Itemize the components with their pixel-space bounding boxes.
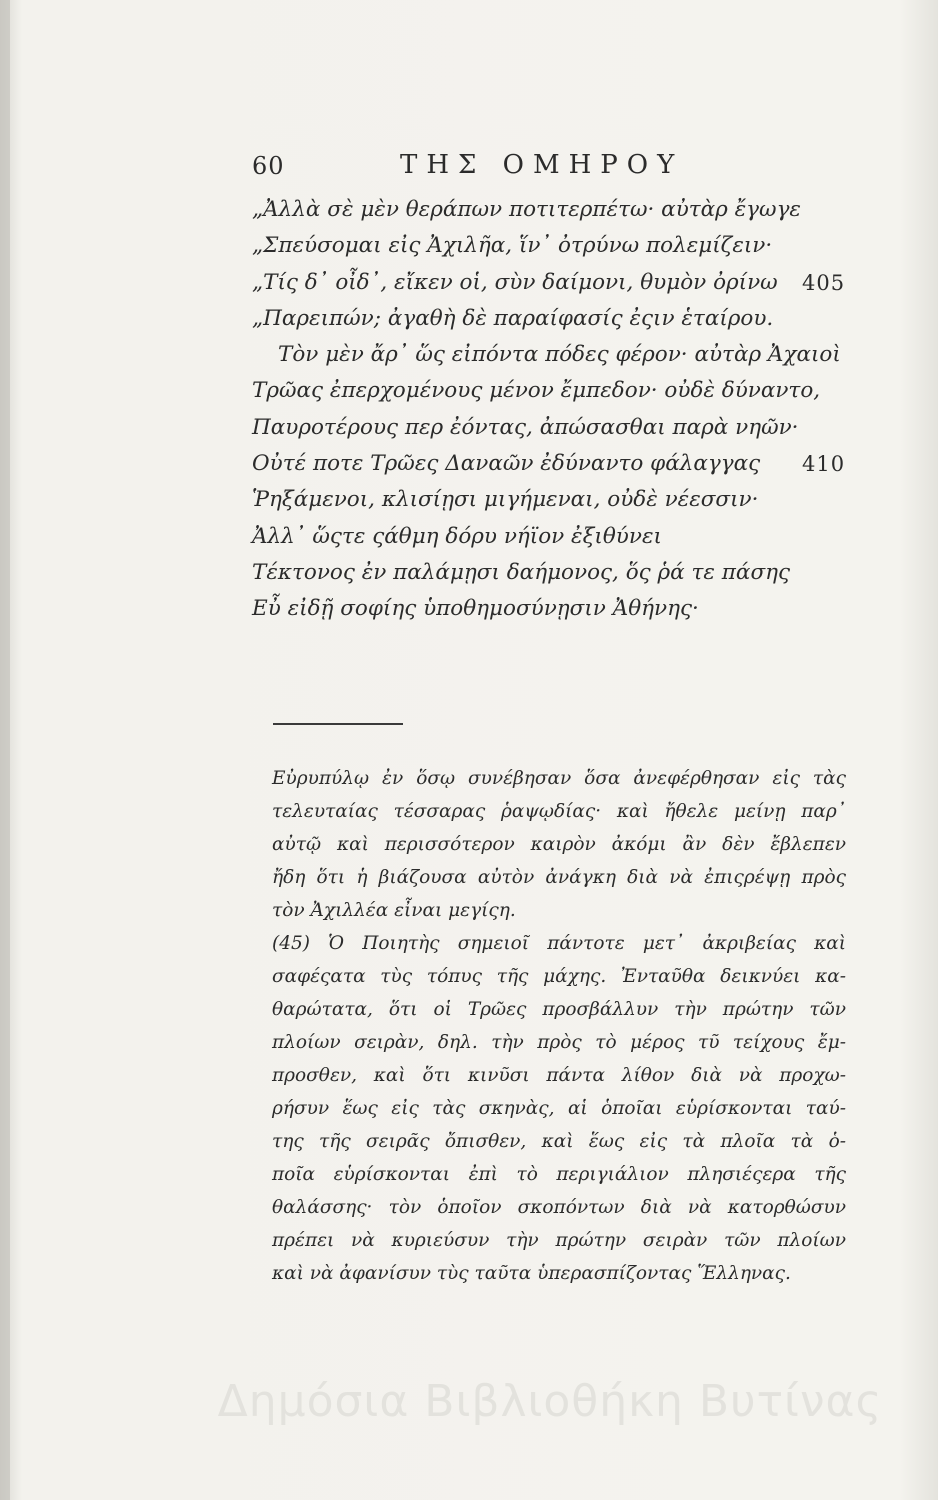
footnote-line: θαρώτατα, ὅτι οἱ Τρῶες προσβάλλυν τὴν πρώτην τῶν xyxy=(272,999,846,1020)
footnote-line: ἤδη ὅτι ἡ βιάζουσα αὐτὸν ἀνάγκη διὰ νὰ ἐπιςρέψῃ πρὸς xyxy=(272,867,846,888)
footnote-line: πλοίων σειρὰν, δηλ. τὴν πρὸς τὸ μέρος τῦ τείχους ἔμ- xyxy=(272,1032,846,1053)
footnote-line: της τῆς σειρᾶς ὄπισθεν, καὶ ἕως εἰς τὰ πλοῖα τὰ ὁ- xyxy=(272,1131,846,1152)
footnotes-block xyxy=(272,762,846,1290)
footnote-rule xyxy=(273,723,403,725)
footnote-line: προσθεν, καὶ ὅτι κινῦσι πάντα λίθον διὰ νὰ προχω- xyxy=(272,1065,846,1086)
verse-line: „Σπεύσομαι εἰς Ἀχιλῆα, ἵν᾽ ὀτρύνω πολεμίζειν· xyxy=(252,233,773,259)
verse-line: Τρῶας ἐπερχομένους μένον ἔμπεδον· οὐδὲ δύναντο, xyxy=(252,378,821,404)
verse-line: „Ἀλλὰ σὲ μὲν θεράπων ποτιτερπέτω· αὐτὰρ ἔγωγε xyxy=(252,197,801,222)
line-number: 405 xyxy=(802,270,846,295)
page-edge-shadow xyxy=(0,0,10,1500)
footnote-line: ποῖα εὑρίσκονται ἐπὶ τὸ περιγιάλιον πλησιέςερα τῆς xyxy=(272,1164,846,1185)
verse-line: Εὖ εἰδῇ σοφίης ὑποθημοσύνῃσιν Ἀθήνης· xyxy=(252,596,699,622)
footnote-line: σαφέςατα τὺς τόπυς τῆς μάχης. Ἐνταῦθα δεικνύει κα- xyxy=(272,966,846,987)
verse-line: Παυροτέρους περ ἐόντας, ἀπώσασθαι παρὰ νηῶν· xyxy=(252,414,799,440)
footnote-line: καὶ νὰ ἀφανίσυν τὺς ταῦτα ὑπερασπίζοντας Ἕλληνας. xyxy=(272,1263,791,1284)
verse-line: Τέκτονος ἐν παλάμῃσι δαήμονος, ὅς ῥά τε πάσης xyxy=(252,559,791,585)
library-watermark: Δημόσια Βιβλιοθήκη Βυτίνας xyxy=(217,1376,883,1427)
running-head: ΤΗΣ ΟΜΗΡΟΥ xyxy=(400,150,684,180)
page-number: 60 xyxy=(252,152,285,180)
line-number: 410 xyxy=(802,452,846,477)
page-header xyxy=(252,146,812,186)
footnote-line: ρήσυν ἕως εἰς τὰς σκηνὰς, αἱ ὁποῖαι εὑρίσκονται ταύ- xyxy=(272,1098,846,1119)
verse-line: „Τίς δ᾽ οἶδ᾽, εἴκεν οἱ, σὺν δαίμονι, θυμὸν ὀρίνω 405 xyxy=(252,265,872,301)
verse-line: „Παρειπών; ἀγαθὴ δὲ παραίφασίς ἐςιν ἑταίρου. xyxy=(252,305,774,331)
verse-line: Ῥηξάμενοι, κλισίῃσι μιγήμεναι, οὐδὲ νέεσσιν· xyxy=(252,487,759,513)
footnote-line: Εὐρυπύλῳ ἐν ὅσῳ συνέβησαν ὅσα ἀνεφέρθησαν εἰς τὰς xyxy=(272,768,846,789)
verse-line: Οὐτέ ποτε Τρῶες Δαναῶν ἐδύναντο φάλαγγας 410 xyxy=(252,446,872,482)
verse-line: Τὸν μὲν ἄρ᾽ ὥς εἰπόντα πόδες φέρον· αὐτὰρ Ἀχαιοὶ xyxy=(278,342,841,368)
footnote-line: αὐτῷ καὶ περισσότερον καιρὸν ἀκόμι ἂν δὲν ἔβλεπεν xyxy=(272,834,846,855)
footnote-line: τὸν Ἀχιλλέα εἶναι μεγίςη. xyxy=(272,900,516,921)
verse-line: Ἀλλ᾽ ὥςτε ςάθμη δόρυ νήϊον ἐξιθύνει xyxy=(252,523,662,549)
footnote-line: (45) Ὁ Ποιητὴς σημειοῖ πάντοτε μετ᾽ ἀκριβείας καὶ xyxy=(272,933,846,954)
footnote-line: τελευταίας τέσσαρας ῥαψῳδίας· καὶ ἤθελε μείνῃ παρ᾽ xyxy=(272,801,846,822)
footnote-line: πρέπει νὰ κυριεύσυν τὴν πρώτην σειρὰν τῶν πλοίων xyxy=(272,1230,846,1251)
verse-block xyxy=(252,192,872,628)
footnote-line: θαλάσσης· τὸν ὁποῖον σκοπόντων διὰ νὰ κατορθώσυν xyxy=(272,1197,846,1218)
